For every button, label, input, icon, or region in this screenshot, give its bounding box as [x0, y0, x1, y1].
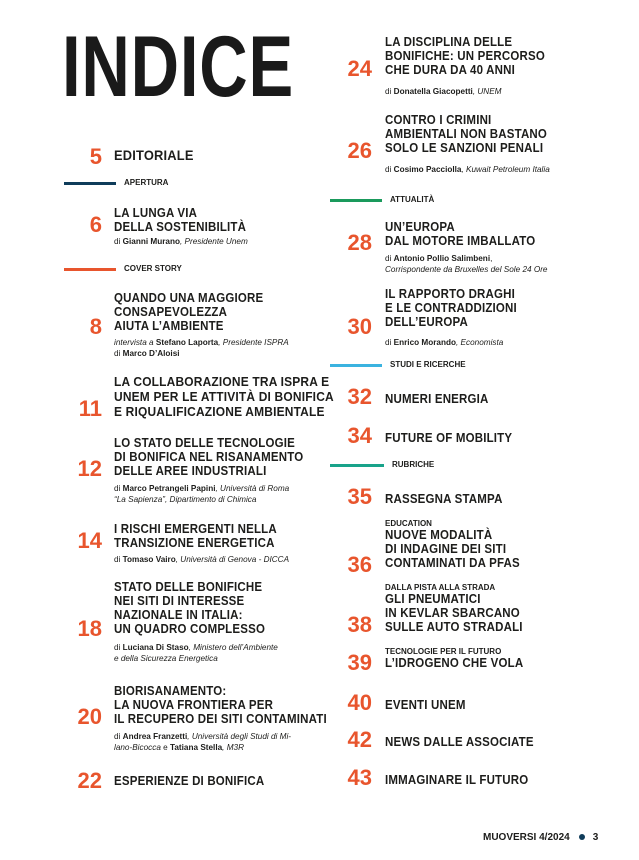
- article-author: di Antonio Pollio Salimbeni, Corrispondente da Bruxelles del Sole 24 Ore: [385, 254, 548, 274]
- page-number[interactable]: 26: [347, 138, 372, 163]
- article-title[interactable]: UN’EUROPA DAL MOTORE IMBALLATO: [385, 220, 536, 248]
- article-title[interactable]: GLI PNEUMATICI IN KEVLAR SBARCANO SULLE AUTO STRADALI: [385, 592, 523, 634]
- article-kicker: EDUCATION: [385, 519, 432, 528]
- section-apertura: [64, 178, 264, 188]
- article-title[interactable]: FUTURE OF MOBILITY: [385, 431, 513, 445]
- article-author: di Cosimo Pacciolla, Kuwait Petroleum Italia: [385, 165, 550, 174]
- article-author: di Donatella Giacopetti, UNEM: [385, 87, 502, 96]
- page-number[interactable]: 30: [347, 314, 372, 339]
- article-title[interactable]: LA COLLABORAZIONE TRA ISPRA E UNEM PER LE ATTIVITÀ DI BONIFICA E RIQUALIFICAZIONE AMBIENTALE: [114, 374, 334, 419]
- section-label: ATTUALITÀ: [390, 195, 435, 204]
- page-title: INDICE: [62, 19, 295, 115]
- bullet-icon: [579, 834, 585, 840]
- page-number[interactable]: 39: [347, 650, 372, 675]
- article-title[interactable]: LA DISCIPLINA DELLE BONIFICHE: UN PERCORSO CHE DURA DA 40 ANNI: [385, 35, 545, 77]
- article-title[interactable]: CONTRO I CRIMINI AMBIENTALI NON BASTANO SOLO LE SANZIONI PENALI: [385, 113, 548, 155]
- magazine-issue: MUOVERSI 4/2024: [483, 832, 570, 843]
- page-number[interactable]: 24: [347, 56, 372, 81]
- section-label: APERTURA: [124, 178, 169, 187]
- page-number[interactable]: 5: [89, 144, 102, 169]
- page-number[interactable]: 42: [347, 727, 372, 752]
- article-title[interactable]: EVENTI UNEM: [385, 698, 466, 712]
- article-author: di Marco Petrangeli Papini, Università di Roma “La Sapienza”, Dipartimento di Chimica: [114, 484, 290, 504]
- page-number[interactable]: 38: [347, 612, 372, 637]
- article-kicker: DALLA PISTA ALLA STRADA: [385, 583, 496, 592]
- article-title[interactable]: NEWS DALLE ASSOCIATE: [385, 735, 534, 749]
- article-title[interactable]: LO STATO DELLE TECNOLOGIE DI BONIFICA NEL RISANAMENTO DELLE AREE INDUSTRIALI: [114, 436, 304, 478]
- title-line: DELLA SOSTENIBILITÀ: [114, 220, 247, 234]
- section-bar: [64, 182, 116, 185]
- article-author: intervista a Stefano Laporta, Presidente ISPRA di Marco D’Aloisi: [114, 338, 289, 358]
- article-author: di Luciana Di Staso, Ministero dell’Ambiente e della Sicurezza Energetica: [114, 643, 278, 663]
- page-number[interactable]: 35: [347, 484, 372, 509]
- article-title[interactable]: ESPERIENZE DI BONIFICA: [114, 774, 265, 788]
- article-author: di Enrico Morando, Economista: [385, 338, 504, 347]
- article-title[interactable]: RASSEGNA STAMPA: [385, 492, 503, 506]
- page-number[interactable]: 11: [78, 396, 102, 421]
- section-cover-story: [64, 264, 264, 274]
- article-title[interactable]: QUANDO UNA MAGGIORE CONSAPEVOLEZZA AIUTA L’AMBIENTE: [114, 291, 264, 333]
- page-number[interactable]: 40: [347, 690, 372, 715]
- page-number[interactable]: 32: [347, 384, 372, 409]
- page-number[interactable]: 6: [89, 212, 102, 237]
- section-label: COVER STORY: [124, 264, 182, 273]
- article-title[interactable]: NUMERI ENERGIA: [385, 392, 489, 406]
- article-title[interactable]: IMMAGINARE IL FUTURO: [385, 773, 529, 787]
- article-title[interactable]: BIORISANAMENTO: LA NUOVA FRONTIERA PER IL RECUPERO DEI SITI CONTAMINATI: [114, 684, 327, 726]
- page-number[interactable]: 14: [77, 528, 102, 553]
- article-title[interactable]: IL RAPPORTO DRAGHI E LE CONTRADDIZIONI DELL’EUROPA: [385, 287, 517, 329]
- page-footer: [483, 832, 598, 843]
- section-bar: [330, 199, 382, 202]
- title-line: LA LUNGA VIA: [114, 206, 198, 220]
- section-rubriche: [330, 460, 530, 470]
- section-bar: [64, 268, 116, 271]
- page-number[interactable]: 20: [77, 704, 102, 729]
- page-number[interactable]: 34: [347, 423, 372, 448]
- section-label: STUDI E RICERCHE: [390, 360, 466, 369]
- article-title[interactable]: I RISCHI EMERGENTI NELLA TRANSIZIONE ENERGETICA: [114, 522, 277, 550]
- section-attualita: [330, 195, 530, 205]
- article-title[interactable]: NUOVE MODALITÀ DI INDAGINE DEI SITI CONTAMINATI DA PFAS: [385, 528, 520, 570]
- article-title[interactable]: STATO DELLE BONIFICHE NEI SITI DI INTERESSE NAZIONALE IN ITALIA: UN QUADRO COMPLESSO: [114, 580, 266, 636]
- article-title[interactable]: [114, 206, 246, 234]
- section-label: RUBRICHE: [392, 460, 435, 469]
- article-author: di Tomaso Vairo, Università di Genova - DICCA: [114, 555, 290, 564]
- article-author: di Gianni Murano, Presidente Unem: [114, 237, 248, 246]
- article-title[interactable]: EDITORIALE: [114, 147, 194, 163]
- article-title[interactable]: L’IDROGENO CHE VOLA: [385, 656, 524, 670]
- page-number[interactable]: 12: [77, 456, 102, 481]
- section-bar: [330, 464, 384, 467]
- page-number[interactable]: 36: [347, 552, 372, 577]
- page-number[interactable]: 43: [347, 765, 372, 790]
- page-number[interactable]: 22: [77, 768, 102, 793]
- page-number[interactable]: 8: [89, 314, 102, 339]
- section-bar: [330, 364, 382, 367]
- section-studi-ricerche: [330, 360, 530, 370]
- page-number[interactable]: 28: [347, 230, 372, 255]
- article-author: di Andrea Franzetti, Università degli Studi di Mi- lano-Bicocca e Tatiana Stella, M3R: [114, 732, 292, 752]
- article-kicker: TECNOLOGIE PER IL FUTURO: [385, 647, 502, 656]
- page-number[interactable]: 18: [77, 616, 102, 641]
- folio-number: 3: [592, 832, 599, 843]
